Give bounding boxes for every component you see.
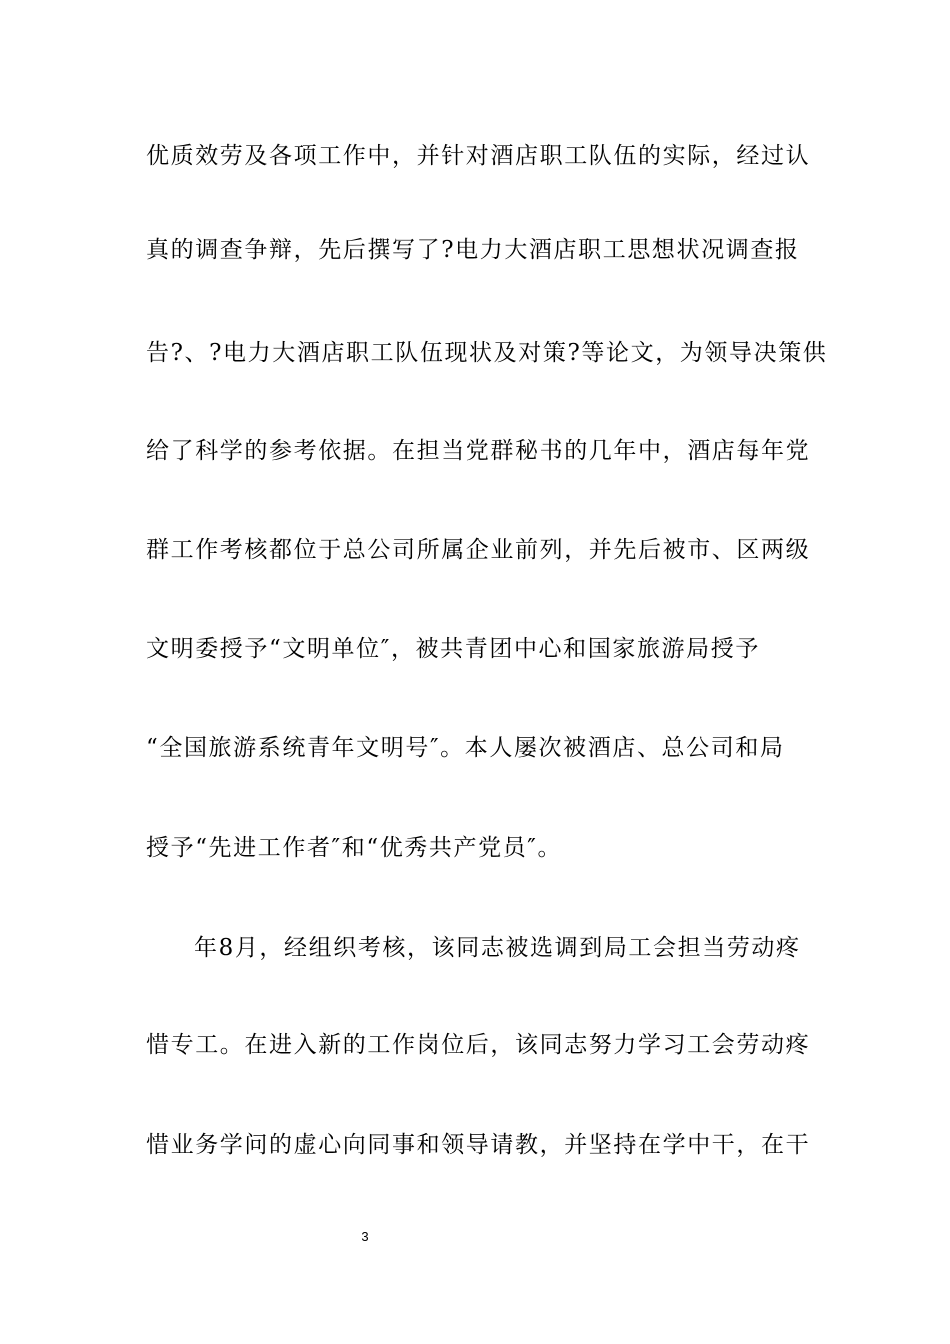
paragraph-line: 真的调查争辩，先后撰写了?电力大酒店职工思想状况调查报 xyxy=(146,237,800,263)
paragraph-line: 优质效劳及各项工作中，并针对酒店职工队伍的实际，经过认 xyxy=(146,143,811,169)
paragraph-line: 年8月，经组织考核，该同志被选调到局工会担当劳动疼 xyxy=(194,935,801,961)
paragraph-line: 授予“先进工作者″和“优秀共产党员″。 xyxy=(146,835,563,861)
paragraph-line: 文明委授予“文明单位″，被共青团中心和国家旅游局授予 xyxy=(146,636,760,662)
paragraph-line: 惜专工。在进入新的工作岗位后，该同志努力学习工会劳动疼 xyxy=(146,1032,811,1058)
page-number: 3 xyxy=(361,1229,369,1244)
paragraph-line: 群工作考核都位于总公司所属企业前列，并先后被市、区两级 xyxy=(146,537,811,563)
paragraph-line: 告?、?电力大酒店职工队伍现状及对策?等论文，为领导决策供 xyxy=(146,340,828,366)
paragraph-line: 惜业务学问的虚心向同事和领导请教，并坚持在学中干，在干 xyxy=(146,1132,811,1158)
paragraph-line: 给了科学的参考依据。在担当党群秘书的几年中，酒店每年党 xyxy=(146,438,811,464)
paragraph-line: “全国旅游系统青年文明号″。本人屡次被酒店、总公司和局 xyxy=(146,735,785,761)
